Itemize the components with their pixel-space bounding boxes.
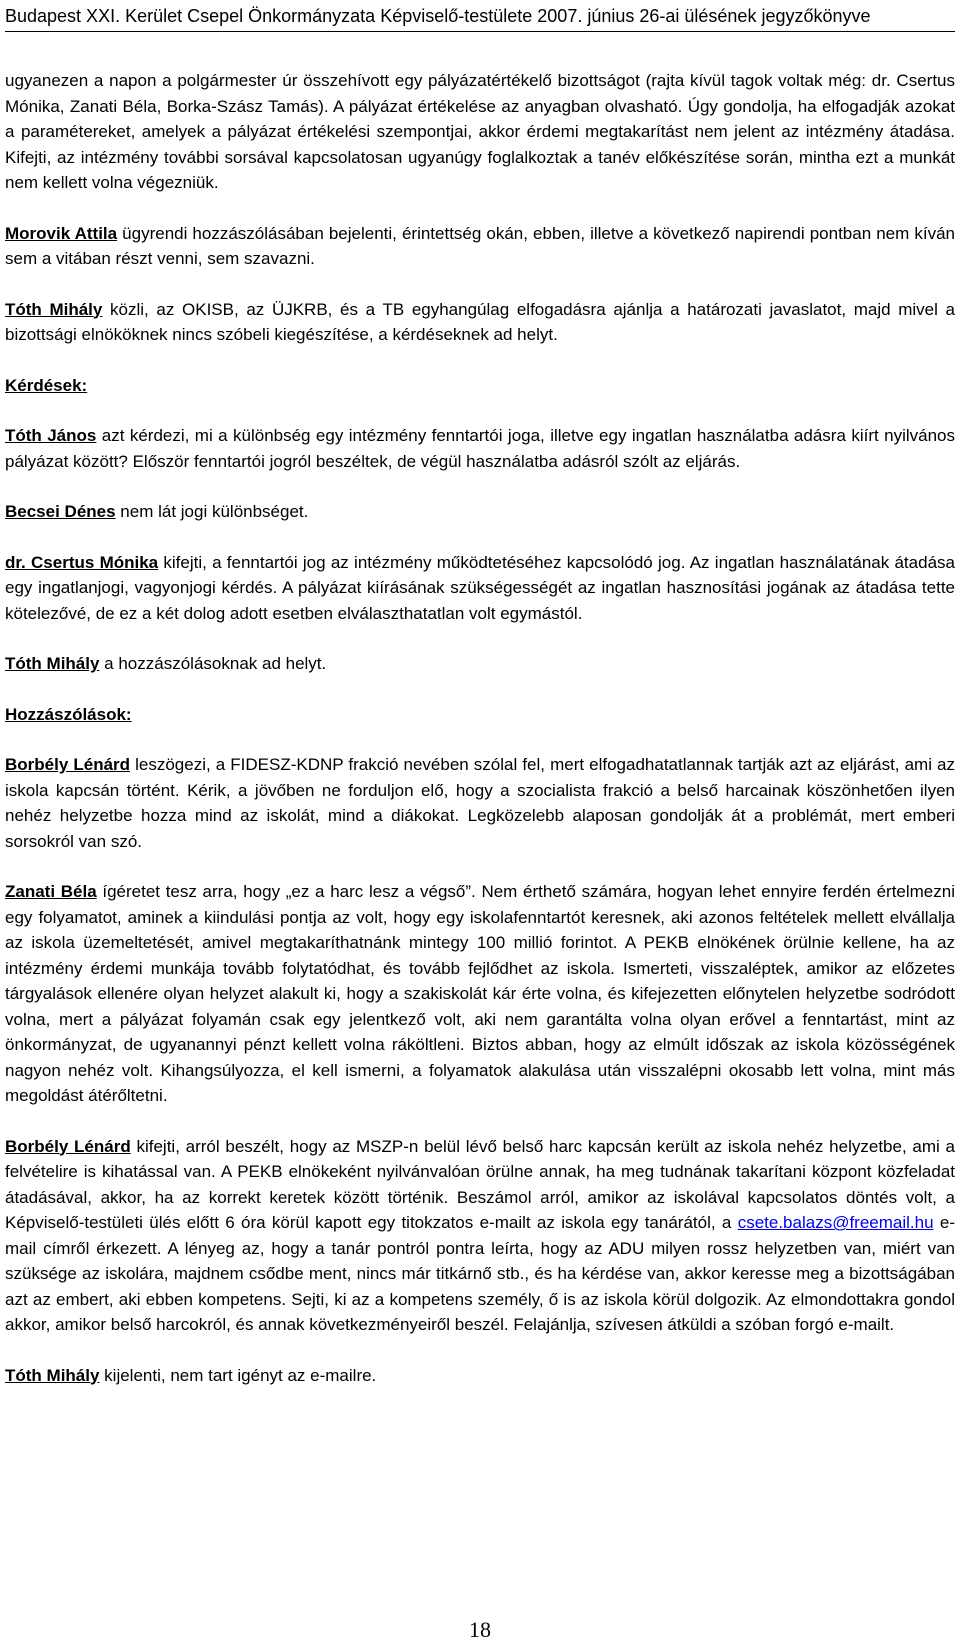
paragraph — [5, 297, 955, 348]
paragraph-text: ígéretet tesz arra, hogy „ez a harc lesz a végső”. Nem érthető számára, hogyan lehet ennyire ferdén értelmezni egy folyamatot, aminek a kiindulási pontja az volt, hogy egy iskolafenntartót keresnek, aki azonos feltételek mellett elvállalja az iskola üzemeltetését, amivel megtakaríthatnánk mintegy 100 millió forintot. A PEKB elnökének örülnie kellene, ha az intézmény érdemi munkája tovább folytatódhat, és tovább fejlődhet az iskola. Ismerteti, visszaléptek, amikor az előzetes tárgyalások ellenére olyan helyzet alakult ki, hogy a szakiskolát kár érte volna, és kifejezetten előnytelen helyzetbe sodródott volna, mert a pályázat folyamán csak egy jelentkező volt, aki nem garantálta volna olyan erővel a fenntartást, mint az önkormányzat, de ugyanannyi pénzt kellett volna ráköltleni. Biztos abban, hogy az elmúlt időszak az iskola közösségének nagyon nehéz volt. Kihangsúlyozza, el kell ismerni, a folyamatok alakulása után visszalépni okosabb lett volna, mint más megoldást átérőltetni. — [5, 882, 955, 1105]
speaker-name: dr. Csertus Mónika — [5, 552, 159, 572]
paragraph-text: leszögezi, a FIDESZ-KDNP frakció nevében szólal fel, mert elfogadhatatlannak tartják azt az eljárást, ami az iskola kapcsán történt. Kérik, a jövőben ne forduljon elő, hogy a szocialista frakció a belső harcainak köszönhetően ilyen nehéz helyzetbe hozza mind az iskolát, mind a diákokat. Legközelebb alaposan gondolják át a problémát, mert emberi sorsokról van szó. — [5, 755, 956, 851]
paragraph — [5, 1363, 955, 1389]
section-heading-questions: Kérdések: — [5, 375, 88, 395]
section-heading — [5, 373, 955, 399]
paragraph — [5, 423, 955, 474]
paragraph-text: azt kérdezi, mi a különbség egy intézmény fenntartói joga, illetve egy ingatlan használatba adásra kiírt nyilvános pályázat között? Először fenntartói jogról beszéltek, de végül használatba adásról szólt az eljárás. — [5, 426, 955, 471]
paragraph-text: közli, az OKISB, az ÜJKRB, és a TB egyhangúlag elfogadásra ajánlja a határozati javaslatot, majd mivel a bizottsági elnököknek nincs szóbeli kiegészítése, a kérdéseknek ad helyt. — [5, 299, 955, 344]
paragraph-text: a hozzászólásoknak ad helyt. — [99, 654, 327, 673]
section-heading — [5, 702, 955, 728]
paragraph — [5, 651, 955, 677]
paragraph-text: kijelenti, nem tart igényt az e-mailre. — [99, 1365, 377, 1385]
paragraph — [5, 499, 955, 525]
speaker-name: Tóth Mihály — [5, 299, 103, 319]
page-header: Budapest XXI. Kerület Csepel Önkormányzata Képviselő-testülete 2007. június 26-ai ülésének jegyzőkönyve — [5, 6, 871, 26]
paragraph-text: e-mail címről érkezett. A lényeg az, hogy a tanár pontról pontra leírta, hogy az ADU milyen rossz helyzetben van, miért van szüksége az iskolára, majdnem csődbe ment, nincs már titkárnő stb., és ha kérdése van, akkor keresse meg a bizottságában azt az embert, aki ebben kompetens. Sejti, ki az a kompetens személy, ő is az iskola körül dolgozik. Az elmondottakra gondol akkor, amikor belső harcokról, és annak következményeiről beszél. Felajánlja, szívesen átküldi a szóban forgó e-mailt. — [5, 1213, 956, 1334]
speaker-name: Tóth Mihály — [5, 654, 100, 673]
speaker-name: Morovik Attila — [5, 223, 118, 243]
speaker-name: Zanati Béla — [5, 882, 97, 901]
page-number: 18 — [469, 1617, 491, 1642]
header-divider — [5, 31, 955, 32]
paragraph — [5, 752, 955, 854]
paragraph-text: ügyrendi hozzászólásában bejelenti, érintettség okán, ebben, illetve a következő napirendi pontban nem kíván sem a vitában részt venni, sem szavazni. — [5, 223, 955, 268]
paragraph — [5, 221, 955, 272]
speaker-name: Borbély Lénárd — [5, 755, 131, 774]
paragraph — [5, 1134, 955, 1338]
section-heading-comments: Hozzászólások: — [5, 704, 132, 724]
speaker-name: Tóth János — [5, 426, 97, 445]
email-link[interactable]: csete.balazs@freemail.hu — [737, 1213, 934, 1232]
paragraph-text: kifejti, arról beszélt, hogy az MSZP-n belül lévő belső harc kapcsán került az iskola nehéz helyzetbe, ami a felvételire is kihatással van. A PEKB elnökeként nyilvánvalóan örülne annak, ha meg tudnának takarítani központ közfeladat átadásával, akkor, ha az korrekt keretek között történik. Beszámol arról, amikor az iskolával kapcsolatos döntés volt, a Képviselő-testületi ülés előtt 6 óra körül kapott egy titokzatos e-mailt az iskola egy tanárától, a — [5, 1136, 955, 1232]
speaker-name: Tóth Mihály — [5, 1365, 100, 1385]
speaker-name: Borbély Lénárd — [5, 1136, 131, 1156]
document-body — [5, 68, 955, 1413]
paragraph-text: ugyanezen a napon a polgármester úr összehívott egy pályázatértékelő bizottságot (rajta kívül tagok voltak még: dr. Csertus Mónika, Zanati Béla, Borka-Szász Tamás). A pályázat értékelése az anyagban olvasható. Úgy gondolja, ha elfogadják azokat a paramétereket, amelyek a pályázat értékelési szempontjai, akkor érdemi megtakarítást nem jelent az intézmény átadása. Kifejti, az intézmény további sorsával kapcsolatosan ugyanúgy foglalkoztak a tanév előkészítése során, mintha ezt a munkát nem kellett volna végezniük. — [5, 71, 955, 192]
paragraph — [5, 550, 955, 627]
speaker-name: Becsei Dénes — [5, 502, 116, 521]
paragraph-text: kifejti, a fenntartói jog az intézmény működtetéséhez kapcsolódó jog. Az ingatlan használatának átadása egy ingatlanjogi, vagyonjogi kérdés. A pályázat kiírásának szükségességét az ingatlan hasznosítási jogának az átadása tette kötelezővé, de ez a két dolog adott esetben elválaszthatatlan volt egymástól. — [5, 552, 955, 623]
paragraph — [5, 68, 955, 196]
paragraph — [5, 879, 955, 1109]
paragraph-text: nem lát jogi különbséget. — [115, 502, 309, 521]
